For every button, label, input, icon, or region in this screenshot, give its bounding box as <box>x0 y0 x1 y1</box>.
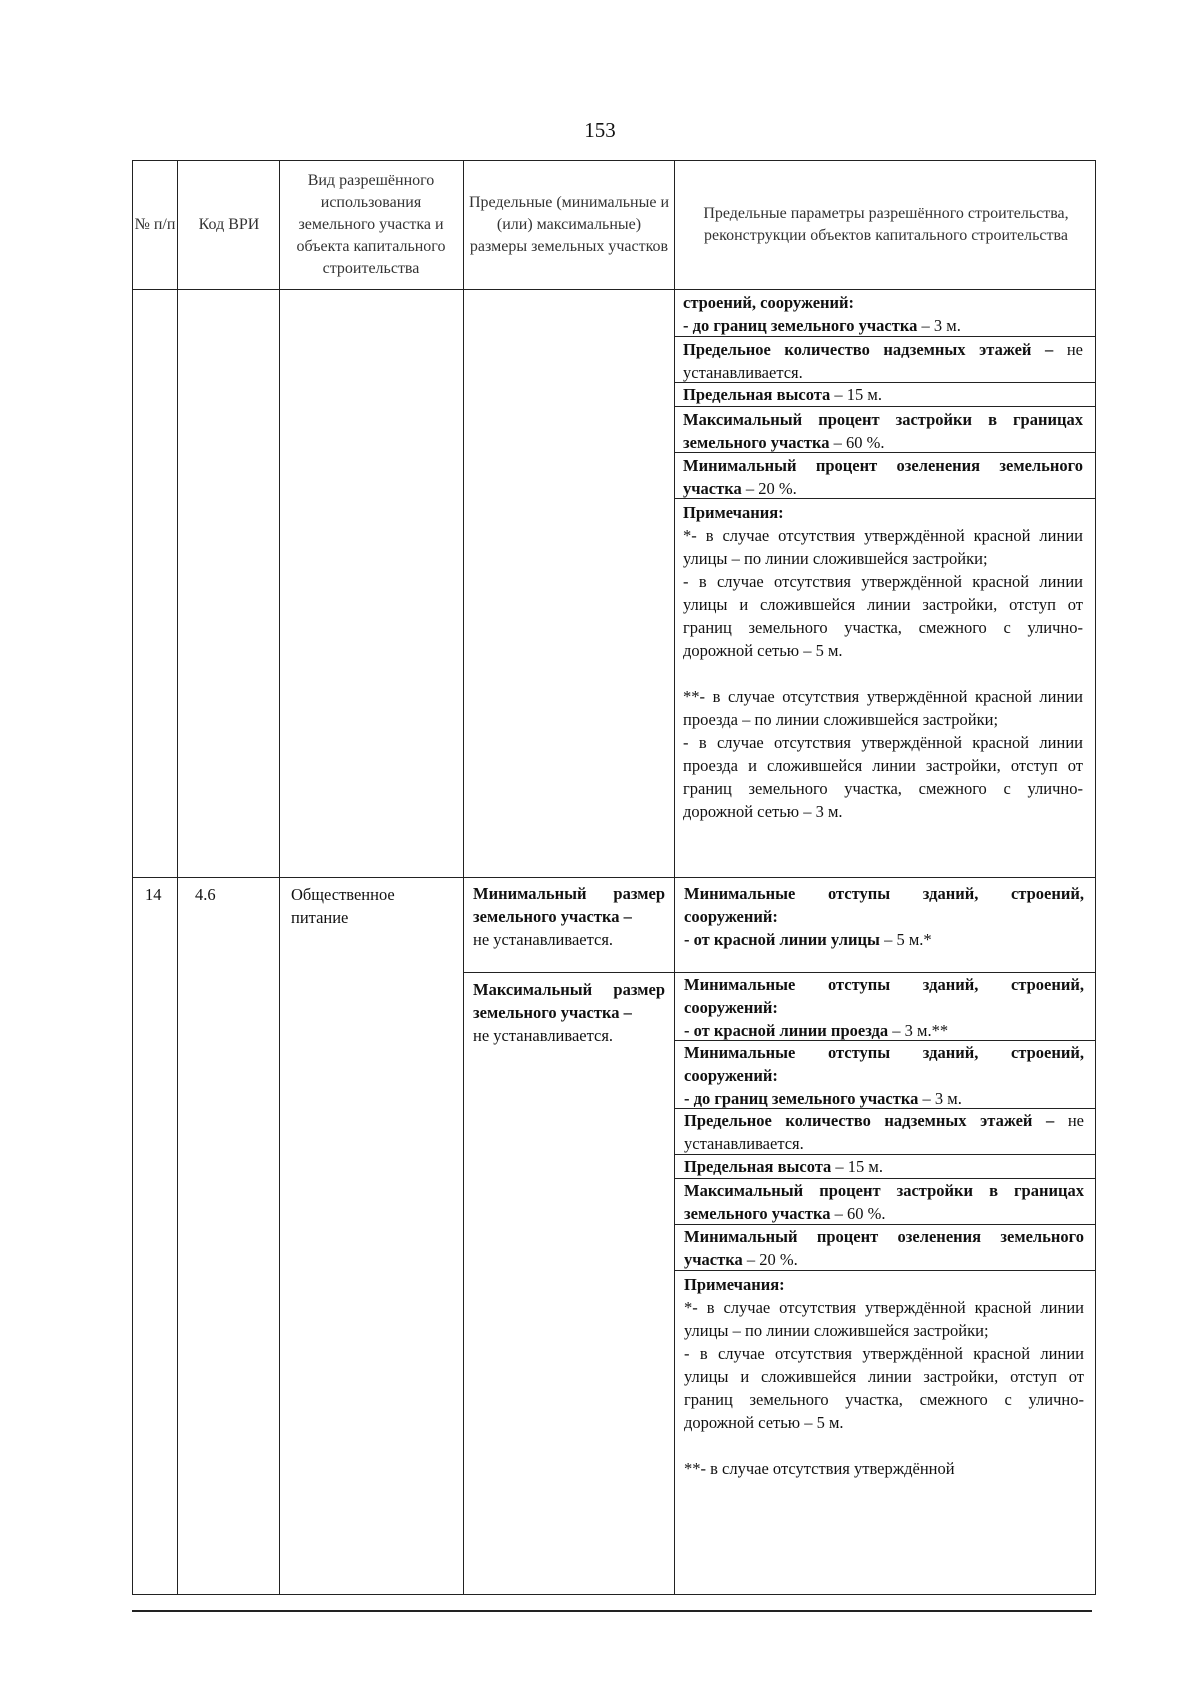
note: - в случае отсутствия утверждённой красной линии проезда и сложившейся линии застройки, отступ от границ земельного участка, смежного с улично-дорожной сетью – 3 м. <box>683 733 1083 821</box>
row-notes <box>684 1273 1084 1480</box>
param-floors: Предельное количество надземных этажей – не устанавливается. <box>674 1109 1095 1155</box>
note: **- в случае отсутствия утверждённой красной линии проезда – по линии сложившейся застройки; <box>683 687 1083 729</box>
cont-param-floors: Предельное количество надземных этажей – не устанавливается. <box>674 337 1095 383</box>
note: *- в случае отсутствия утверждённой красной линии улицы – по линии сложившейся застройки; <box>683 526 1083 568</box>
row-num: 14 <box>145 885 162 904</box>
row-code: 4.6 <box>195 885 216 904</box>
permitted-use-table <box>132 160 1096 1595</box>
param-setback-street: Минимальные отступы зданий, строений, сооружений: - от красной линии улицы – 5 м.* <box>674 877 1095 973</box>
notes-title: Примечания: <box>684 1275 785 1294</box>
note: - в случае отсутствия утверждённой красной линии улицы и сложившейся линии застройки, отступ от границ земельного участка, смежного с улично-дорожной сетью – 5 м. <box>684 1344 1084 1432</box>
note: **- в случае отсутствия утверждённой <box>684 1459 955 1478</box>
header-plot-size: Предельные (минимальные и (или) максимальные) размеры земельных участков <box>468 194 670 255</box>
header-build-params: Предельные параметры разрешённого строительства, реконструкции объектов капитального строительства <box>703 205 1069 244</box>
cont-param-greenery: Минимальный процент озеленения земельного участка – 20 %. <box>674 453 1095 499</box>
param-coverage: Максимальный процент застройки в границах земельного участка – 60 %. <box>674 1179 1095 1225</box>
cont-param-setback: строений, сооружений: - до границ земельного участка – 3 м. <box>674 289 1095 337</box>
notes-title: Примечания: <box>683 503 784 522</box>
param-setback-driveway: Минимальные отступы зданий, строений, сооружений: - от красной линии проезда – 3 м.** <box>674 973 1095 1041</box>
note: - в случае отсутствия утверждённой красной линии улицы и сложившейся линии застройки, отступ от границ земельного участка, смежного с улично-дорожной сетью – 5 м. <box>683 572 1083 660</box>
min-plot-size: Минимальный размер земельного участка – не устанавливается. <box>463 877 674 973</box>
cont-param-height: Предельная высота – 15 м. <box>674 383 1095 407</box>
max-plot-size: Максимальный размер земельного участка – не устанавливается. <box>473 980 665 1045</box>
param-setback-border: Минимальные отступы зданий, строений, сооружений: - до границ земельного участка – 3 м. <box>674 1041 1095 1109</box>
header-num: № п/п <box>134 216 176 233</box>
header-use-type: Вид разрешённого использования земельного участка и объекта капитального строительства <box>296 172 446 277</box>
cont-param-coverage: Максимальный процент застройки в границах земельного участка – 60 %. <box>674 407 1095 453</box>
row-use-name: Общественное питание <box>291 885 395 927</box>
param-greenery: Минимальный процент озеленения земельного участка – 20 %. <box>674 1225 1095 1271</box>
note: *- в случае отсутствия утверждённой красной линии улицы – по линии сложившейся застройки; <box>684 1298 1084 1340</box>
cont-notes <box>683 501 1083 823</box>
footer-rule <box>132 1610 1092 1612</box>
page-number: 153 <box>584 118 616 142</box>
param-height: Предельная высота – 15 м. <box>674 1155 1095 1179</box>
header-code: Код ВРИ <box>198 216 260 233</box>
